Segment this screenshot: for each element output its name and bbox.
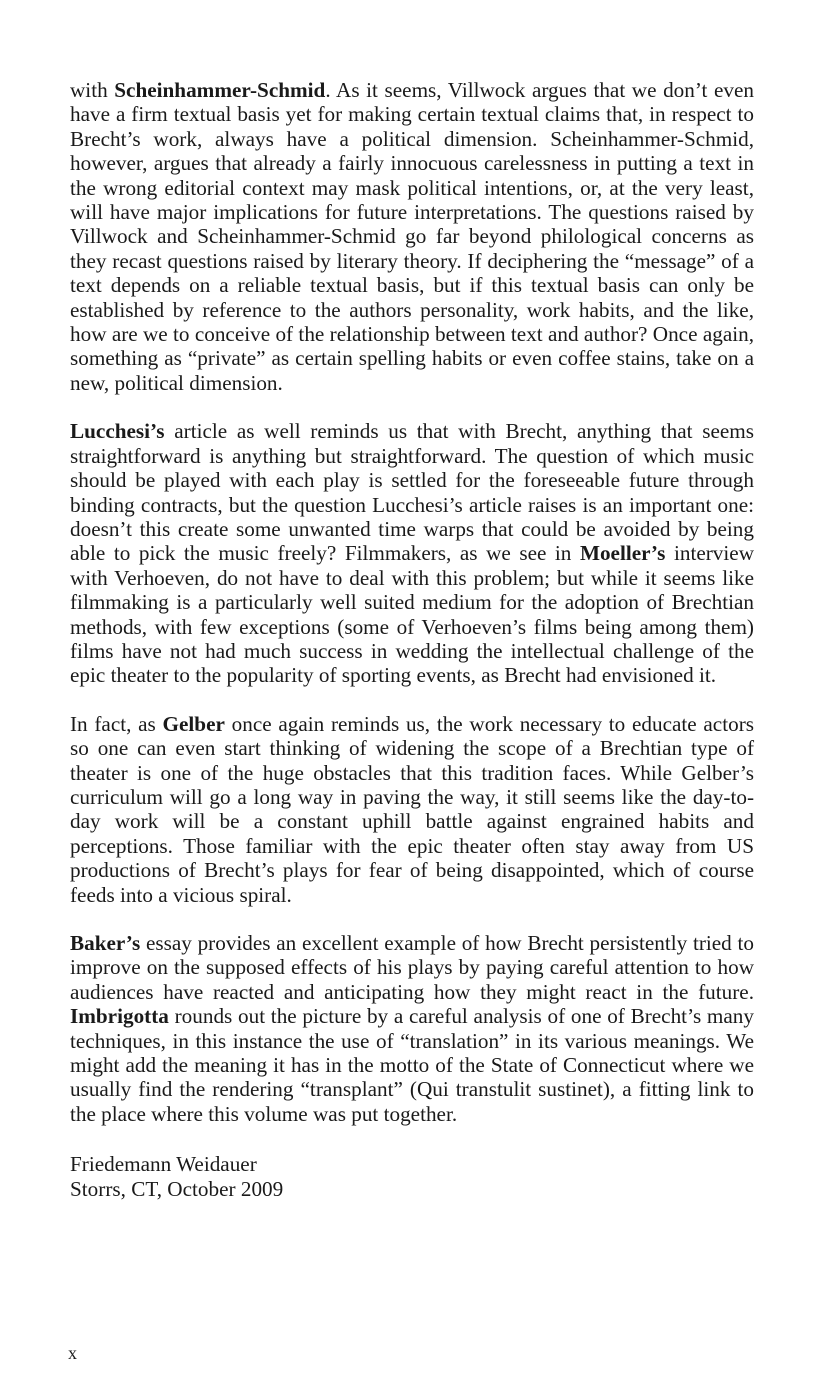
signature-block [70,1152,754,1201]
paragraph-text: rounds out the picture by a careful analysis of one of Brecht’s many techniques, in this instance the use of “translation” in its various meanings. We might add the meaning it has in the motto of the State of Connecticut where we usually find the rendering “transplant” (Qui transtulit sustinet), a fitting link to the place where this volume was put together. [70,1004,754,1126]
paragraph-text: In fact, as [70,711,163,736]
author-name-lucchesi: Lucchesi’s [70,419,165,444]
paragraph-gelber [70,712,754,907]
paragraph-lucchesi [70,419,754,687]
paragraph-text: with [70,78,115,102]
signature-place-date: Storrs, CT, October 2009 [70,1176,284,1201]
author-name-gelber: Gelber [162,711,225,736]
author-name-moeller: Moeller’s [579,541,666,566]
page-body [70,78,754,1201]
paragraph-text: . As it seems, Villwock argues that we don’t even have a firm textual basis yet for making certain textual claims that, in respect to Brecht’s work, always have a political dimension. Scheinhammer-Schmid, however, argues that already a fairly innocuous carelessness in putting a text in the wrong editorial context may mask political intentions, or, at the very least, will have major implications for future interpretations. The questions raised by Villwock and Scheinhammer-Schmid go far beyond philological concerns as they recast questions raised by literary theory. If deciphering the “message” of a text depends on a reliable textual basis, but if this textual basis can only be established by reference to the authors personality, work habits, and the like, how are we to conceive of the relationship between text and author? Once again, something as “private” as certain spelling habits or even coffee stains, take on a new, political dimension. [70,78,754,395]
paragraph-villwock [70,78,754,395]
page-number: x [68,1343,77,1363]
paragraph-text: article as well reminds us that with Brecht, anything that seems straightforward is anything but straightforward. The question of which music should be played with each play is settled for the foreseeable future through binding contracts, but the question Lucchesi’s article raises is an important one: doesn’t this create some unwanted time warps that could be avoided by being able to pick the music freely? Filmmakers, as we see in [70,419,754,566]
paragraph-baker [70,931,754,1126]
paragraph-text: once again reminds us, the work necessary to educate actors so one can even start thinking of widening the scope of a Brechtian type of theater is one of the huge obstacles that this tradition faces. While Gelber’s curriculum will go a long way in paving the way, it still seems like the day-to-day work will be a constant uphill battle against engrained habits and perceptions. Those familiar with the epic theater often stay away from US productions of Brecht’s plays for fear of being disappointed, which of course feeds into a vicious spiral. [70,711,754,907]
author-name-baker: Baker’s [70,931,141,955]
author-name-imbrigotta: Imbrigotta [70,1004,169,1029]
paragraph-text: interview with Verhoeven, do not have to deal with this problem; but while it seems like filmmaking is a particularly well suited medium for the adoption of Brechtian methods, with few exceptions (some of Verhoeven’s films being among them) films have not had much success in wedding the intellectual challenge of the epic theater to the popularity of sporting events, as Brecht had envisioned it. [70,541,754,688]
signature-name: Friedemann Weidauer [70,1152,257,1177]
author-name-scheinhammer-schmid: Scheinhammer-Schmid [114,78,326,102]
paragraph-text: essay provides an excellent example of how Brecht persistently tried to improve on the supposed effects of his plays by paying careful attention to how audiences have reacted and anticipating how they might react in the future. [70,931,754,1004]
